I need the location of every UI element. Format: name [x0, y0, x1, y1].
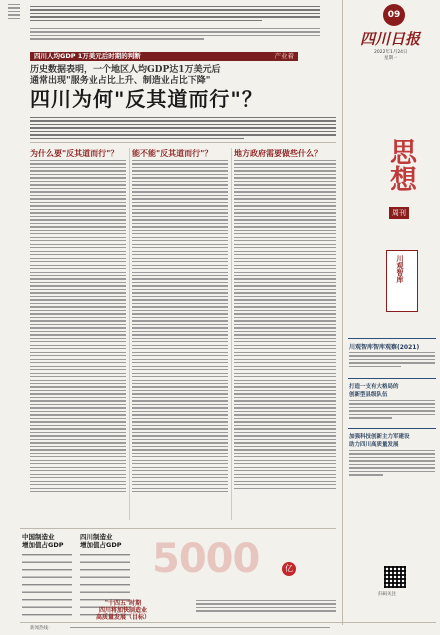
section-title-3: 地方政府需要做些什么？: [234, 149, 322, 158]
footer-text: [70, 627, 330, 630]
weekly-label: 周刊: [389, 207, 409, 219]
banner-text: 四川人均GDP 1万美元后时期的判断: [34, 52, 141, 60]
weekly-title: 思想: [385, 138, 416, 192]
chart-group-2-title-2: 增加值占GDP: [80, 541, 122, 549]
chart-top-rule: [20, 528, 336, 529]
date-block: [374, 50, 408, 62]
chart-row-line: [80, 562, 130, 563]
subheadline-line-2: 通常出现"服务业占比上升、制造业占比下降": [30, 76, 211, 86]
chart-row-line: [22, 592, 72, 593]
chart-notes: [196, 600, 336, 614]
chart-row-line: [22, 554, 72, 555]
highlight-value: 5000: [152, 536, 260, 582]
chart-row-line: [80, 554, 130, 555]
sidebar-item-2-text: [349, 400, 435, 421]
sidebar-rule-1: [348, 338, 436, 339]
sidebar-item-3[interactable]: [349, 432, 410, 448]
chart-group-1-title-1: 中国制造业: [22, 533, 55, 541]
chart-row-line: [22, 577, 72, 578]
chart-row-line: [22, 569, 72, 570]
chart-row-line: [22, 562, 72, 563]
topic-banner: [30, 52, 298, 61]
chart-caption: [96, 600, 150, 621]
headline-divider: [30, 142, 336, 143]
qr-label: 扫码关注: [378, 592, 396, 597]
chart-caption-line-1: "十四五"时期: [104, 600, 142, 607]
section-title-1: 为什么要"反其道而行"？: [30, 149, 119, 158]
sidebar-item-3-subtitle: 助力四川高质量发展: [349, 442, 399, 448]
sidebar-rule-3: [348, 428, 436, 429]
banner-tag: 产业着: [274, 52, 294, 60]
chart-row-line: [80, 569, 130, 570]
chart-row-line: [80, 592, 130, 593]
issue-date: 2022年1月24日: [374, 50, 408, 55]
subheadline-line-1: 历史数据表明，一个地区人均GDP达1万美元后: [30, 65, 221, 75]
highlight-unit: 亿: [282, 562, 296, 576]
newspaper-logo: 四川日报: [360, 30, 421, 48]
column-divider-1: [129, 148, 130, 520]
body-column-1: [30, 160, 126, 495]
chart-row-line: [22, 599, 72, 600]
chart-caption-line-2: 四川将加快制造业: [99, 607, 148, 614]
subheadline: [30, 65, 221, 87]
sidebar-item-3-title: 加强科技创新主力军建设: [349, 434, 410, 440]
intro-text-2: [30, 28, 320, 42]
page-number-badge: 09: [383, 4, 405, 26]
sidebar-item-1[interactable]: [349, 342, 419, 351]
intro-text: [30, 6, 320, 23]
footer-hotline: 新闻热线：: [30, 626, 53, 631]
body-column-2: [132, 160, 228, 495]
think-tank-title: 川观智库: [396, 255, 405, 283]
qr-code-icon[interactable]: [384, 566, 406, 588]
column-divider-2: [231, 148, 232, 520]
chart-row-line: [80, 584, 130, 585]
sidebar-item-1-text: [349, 352, 435, 369]
sidebar-item-1-title: 川观智库智库观察(2021): [349, 344, 420, 351]
chart-row-line: [80, 577, 130, 578]
sidebar-item-2-subtitle: 创新型县级队伍: [349, 392, 388, 398]
chart-row-line: [22, 614, 72, 615]
sidebar-divider: [342, 0, 343, 625]
chart-group-1-title-2: 增加值占GDP: [22, 541, 64, 549]
sidebar-rule-2: [348, 378, 436, 379]
page-headline: 四川为何"反其道而行"？: [30, 87, 263, 111]
section-title-2: 能不能"反其道而行"？: [132, 149, 213, 158]
chart-row-line: [22, 607, 72, 608]
sidebar-item-2-title: 打造一支有大格局的: [349, 384, 399, 390]
body-column-3: [234, 160, 336, 491]
chart-group-2-title-1: 四川制造业: [80, 533, 113, 541]
issue-day: 星期一: [384, 56, 398, 61]
sidebar-item-3-text: [349, 450, 435, 478]
lead-paragraph: [30, 117, 336, 141]
sidebar-item-2[interactable]: [349, 382, 399, 398]
chart-caption-line-3: 高质量发展（目标）: [96, 614, 151, 621]
footer-rule: [20, 622, 436, 623]
chart-row-line: [22, 584, 72, 585]
